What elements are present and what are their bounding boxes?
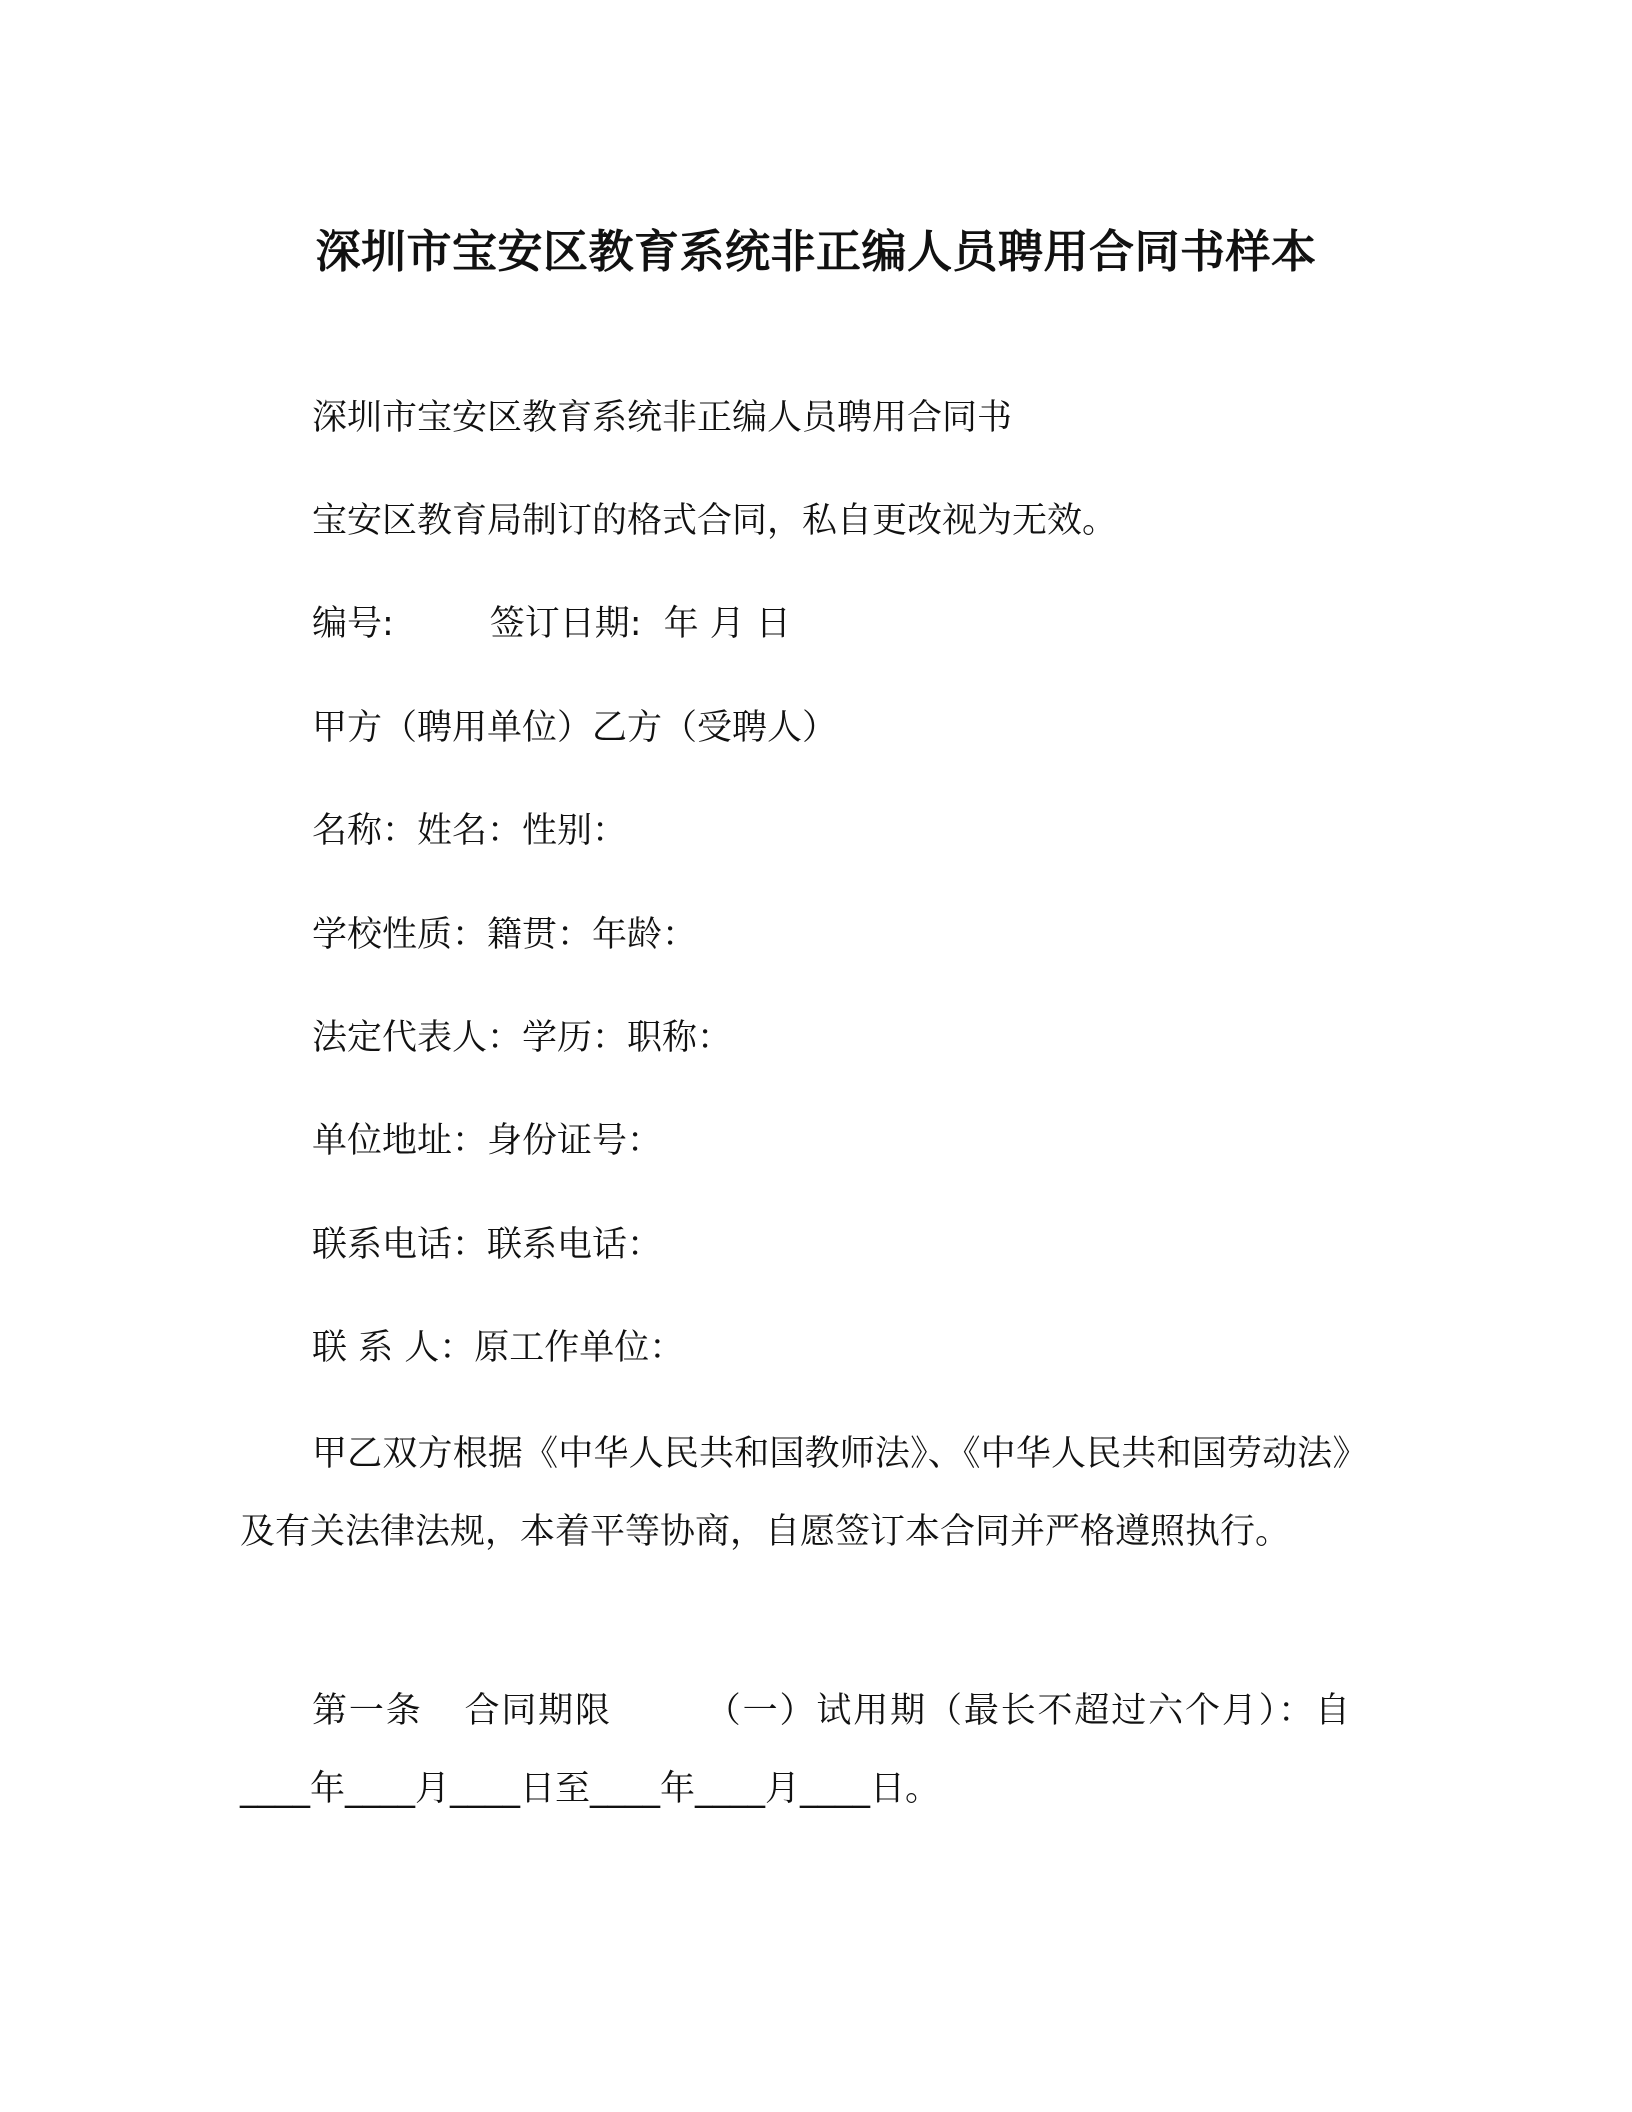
field-line-address: 单位地址：身份证号： <box>312 1121 663 1161</box>
article-1-title: 合同期限 <box>462 1691 612 1731</box>
document-title: 深圳市宝安区教育系统非正编人员聘用合同书样本 <box>315 225 1317 278</box>
field-line-phone: 联系电话：联系电话： <box>312 1225 663 1265</box>
field-line-representative: 法定代表人：学历：职称： <box>312 1018 733 1058</box>
number-date-line <box>312 600 791 648</box>
article-1-text: （一）试用期（最长不超过六个月）：自____年____月____日至____年____月____日。 <box>240 1691 1350 1809</box>
article-1 <box>240 1672 1350 1828</box>
format-notice: 宝安区教育局制订的格式合同，私自更改视为无效。 <box>312 501 1118 541</box>
field-line-name: 名称：姓名：性别： <box>312 811 628 851</box>
field-line-contact: 联 系 人：原工作单位： <box>312 1328 685 1368</box>
sign-date-value: 年 月 日 <box>663 604 791 644</box>
parties-line: 甲方（聘用单位）乙方（受聘人） <box>312 708 838 748</box>
contract-subtitle: 深圳市宝安区教育系统非正编人员聘用合同书 <box>312 398 1013 438</box>
sign-date-label: 签订日期: <box>489 604 642 644</box>
number-label: 编号: <box>312 604 394 644</box>
intro-paragraph: 甲乙双方根据《中华人民共和国教师法》、《中华人民共和国劳动法》及有关法律法规，本着平等协商，自愿签订本合同并严格遵照执行。 <box>240 1434 1350 1552</box>
article-1-label: 第一条 <box>312 1691 423 1731</box>
field-line-school: 学校性质：籍贯：年龄： <box>312 915 698 955</box>
